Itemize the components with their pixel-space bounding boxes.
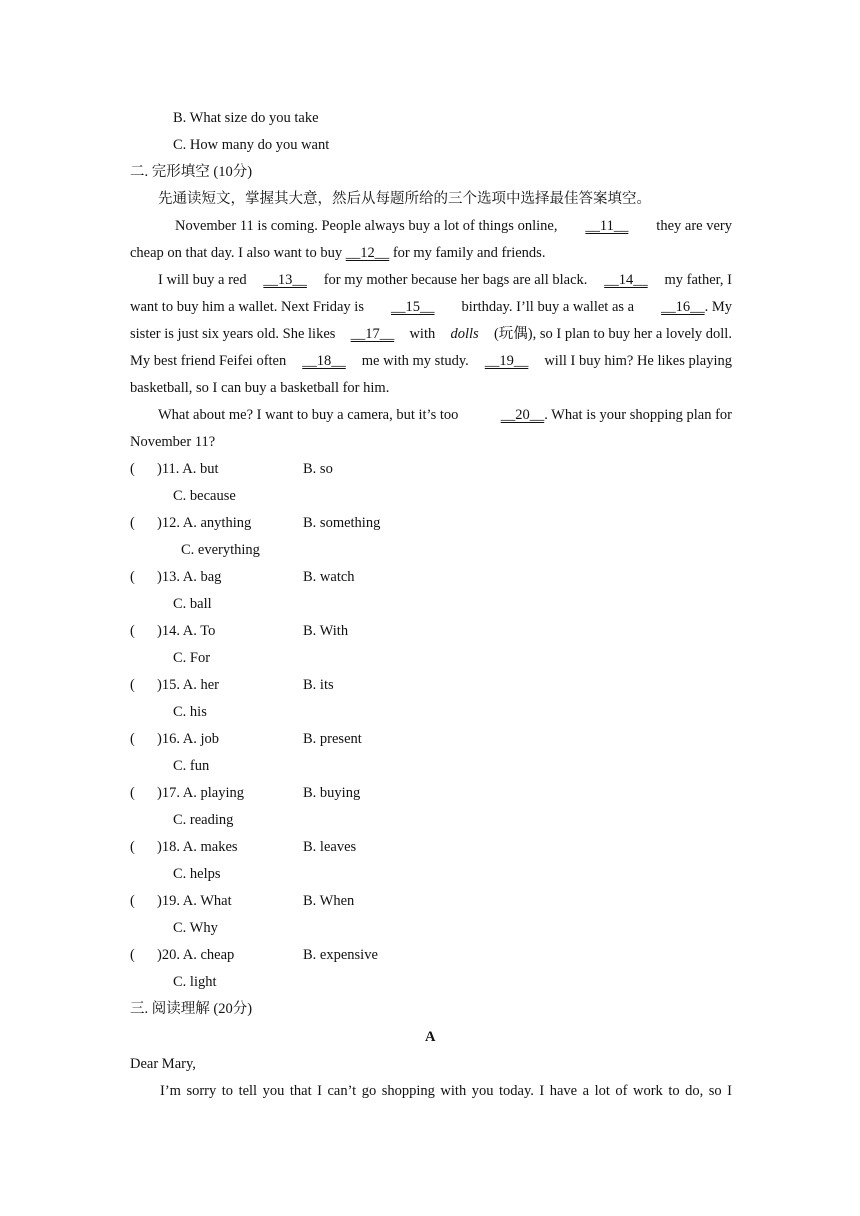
section3-heading: 三. 阅读理解 (20分)	[130, 1001, 253, 1017]
prev-option-b: B. What size do you take	[173, 110, 319, 126]
answer-paren: (	[130, 731, 135, 747]
option-b: B. its	[303, 677, 334, 693]
option-c: C. helps	[173, 866, 221, 882]
option-c: C. fun	[173, 758, 210, 774]
option-b: B. With	[303, 623, 349, 639]
passage-line	[130, 244, 545, 262]
option-c: C. ball	[173, 596, 212, 612]
text: November 11 is coming. People always buy a lot of things online,	[175, 218, 558, 234]
option-c: C. his	[173, 704, 207, 720]
text: will I buy him? He likes playing	[544, 353, 732, 369]
blank-12: __12__	[345, 245, 390, 261]
blank-16: __16__	[661, 299, 705, 315]
passage-line: November 11?	[130, 434, 216, 450]
option-a: )14. A. To	[157, 623, 216, 639]
option-b: B. When	[303, 893, 355, 909]
text: (玩偶), so I plan to buy her a lovely doll.	[493, 326, 732, 342]
blank-13: __13__	[263, 272, 307, 288]
text: sister is just six years old. She likes	[130, 326, 336, 342]
option-a: )11. A. but	[157, 461, 219, 477]
answer-paren: (	[130, 947, 135, 963]
text: for my family and friends.	[392, 245, 546, 261]
prev-option-c: C. How many do you want	[173, 137, 330, 153]
blank-14: __14__	[604, 272, 648, 288]
option-a: )13. A. bag	[157, 569, 222, 585]
passage-line	[130, 325, 732, 343]
text: for my mother because her bags are all black.	[323, 272, 588, 288]
blank-17: __17__	[350, 326, 395, 342]
option-c: C. because	[173, 488, 236, 504]
answer-paren: (	[130, 839, 135, 855]
text: with	[409, 326, 436, 342]
passage-line	[175, 217, 732, 235]
blank-19: __19__	[484, 353, 529, 369]
answer-paren: (	[130, 677, 135, 693]
option-c: C. For	[173, 650, 211, 666]
text: I will buy a red	[158, 272, 247, 288]
text: cheap on that day. I also want to buy	[130, 245, 343, 261]
answer-paren: (	[130, 785, 135, 801]
option-b: B. watch	[303, 569, 355, 585]
option-b: B. present	[303, 731, 362, 747]
option-a: )18. A. makes	[157, 839, 238, 855]
option-c: C. Why	[173, 920, 218, 936]
answer-paren: (	[130, 569, 135, 585]
option-b: B. so	[303, 461, 333, 477]
answer-paren: (	[130, 515, 135, 531]
passage-line	[158, 271, 732, 289]
option-b: B. expensive	[303, 947, 378, 963]
option-b: B. leaves	[303, 839, 357, 855]
text: birthday. I’ll buy a wallet as a	[461, 299, 635, 315]
option-a: )12. A. anything	[157, 515, 252, 531]
passage-line	[130, 298, 732, 316]
option-b: B. something	[303, 515, 381, 531]
blank-15: __15__	[390, 299, 435, 315]
letter-salutation: Dear Mary,	[130, 1056, 196, 1072]
letter-line: I’m sorry to tell you that I can’t go shopping with you today. I have a lot of work to do, so I	[160, 1083, 732, 1099]
option-b: B. buying	[303, 785, 361, 801]
option-a: )19. A. What	[157, 893, 232, 909]
answer-paren: (	[130, 623, 135, 639]
text: . My	[704, 299, 732, 315]
answer-paren: (	[130, 893, 135, 909]
passage-line	[130, 352, 732, 370]
dolls-word: dolls	[450, 326, 479, 342]
text: me with my study.	[361, 353, 469, 369]
text: want to buy him a wallet. Next Friday is	[130, 299, 364, 315]
passage-line	[158, 406, 732, 424]
option-a: )17. A. playing	[157, 785, 244, 801]
text: my father, I	[664, 272, 732, 288]
text: What about me? I want to buy a camera, but it’s too	[158, 407, 459, 423]
option-a: )15. A. her	[157, 677, 220, 693]
option-c: C. everything	[181, 542, 260, 558]
blank-20: __20__	[500, 407, 545, 423]
option-c: C. reading	[173, 812, 234, 828]
option-a: )20. A. cheap	[157, 947, 235, 963]
blank-18: __18__	[302, 353, 346, 369]
section2-heading: 二. 完形填空 (10分)	[130, 164, 253, 180]
passage-label: A	[425, 1029, 436, 1045]
blank-11: __11__	[585, 218, 629, 234]
text: My best friend Feifei often	[130, 353, 287, 369]
text: . What is your shopping plan for	[544, 407, 732, 423]
answer-paren: (	[130, 461, 135, 477]
section2-instruction: 先通读短文，掌握其大意，然后从每题所给的三个选项中选择最佳答案填空。	[158, 191, 651, 207]
option-a: )16. A. job	[157, 731, 220, 747]
text: they are very	[656, 218, 732, 234]
option-c: C. light	[173, 974, 217, 990]
passage-line: basketball, so I can buy a basketball for him.	[130, 380, 390, 396]
